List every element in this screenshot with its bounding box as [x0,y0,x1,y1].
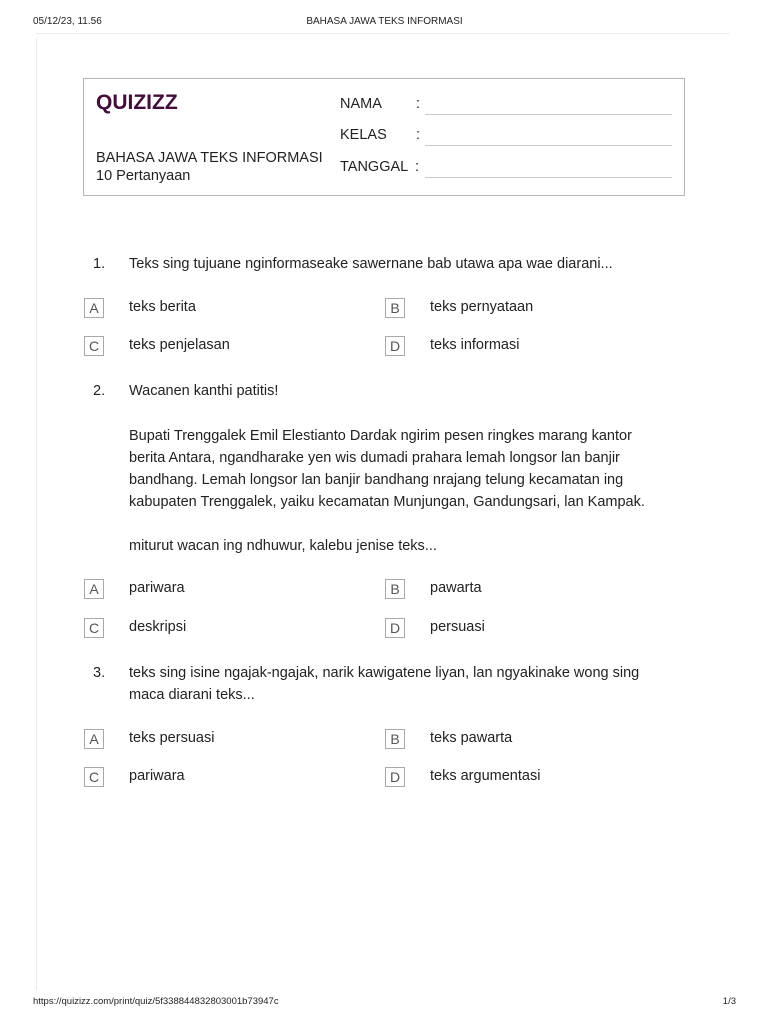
option-d-box[interactable]: D [385,618,405,638]
option-b-text: teks pernyataan [430,299,534,315]
option-a-text: teks persuasi [129,730,215,746]
option-a-text: teks berita [129,299,196,315]
field-colon: : [416,127,421,143]
passage-line: bandhang. Lemah longsor lan banjir bandhang nrajang telung kecamatan ing [129,472,624,488]
question-text-line: teks sing isine ngajak-ngajak, narik kawigatene liyan, lan ngyakinake wong sing [129,665,640,681]
question-number: 2. [93,383,106,399]
kelas-blank-line[interactable] [425,145,672,146]
option-c-box[interactable]: C [84,767,104,787]
option-c-text: deskripsi [129,619,187,635]
passage-line: berita Antara, ngandharake yen wis dumadi prahara lemah longsor lan banjir [129,450,620,466]
question-number: 1. [93,256,106,272]
page-edge-left [36,38,37,990]
tanggal-blank-line[interactable] [425,177,672,178]
field-label: TANGGAL [340,159,409,175]
field-tanggal [340,159,676,179]
passage-line: Bupati Trenggalek Emil Elestianto Dardak ngirim pesen ringkes marang kantor [129,428,632,444]
option-b-box[interactable]: B [385,729,405,749]
option-b-text: teks pawarta [430,730,513,746]
logo-text: QUIZIZZ [96,91,178,114]
quizizz-logo [96,89,186,115]
option-d-text: persuasi [430,619,485,635]
option-d-text: teks informasi [430,337,520,353]
footer-page-number: 1/3 [722,996,736,1007]
quiz-title: BAHASA JAWA TEKS INFORMASI [96,150,323,166]
field-label: NAMA [340,96,382,112]
field-colon: : [416,96,421,112]
passage-line: kabupaten Trenggalek, yaiku kecamatan Munjungan, Gandungsari, lan Kampak. [129,494,645,510]
option-a-box[interactable]: A [84,729,104,749]
option-c-box[interactable]: C [84,618,104,638]
field-nama [340,96,676,116]
field-label: KELAS [340,127,387,143]
option-a-text: pariwara [129,580,185,596]
page-edge-top [36,33,730,34]
question-number: 3. [93,665,106,681]
option-d-text: teks argumentasi [430,768,541,784]
question-text: Teks sing tujuane nginformaseake sawernane bab utawa apa wae diarani... [129,256,613,272]
option-c-text: pariwara [129,768,185,784]
option-d-box[interactable]: D [385,767,405,787]
option-b-box[interactable]: B [385,579,405,599]
quiz-header-box [83,78,685,196]
option-c-text: teks penjelasan [129,337,230,353]
print-datetime: 05/12/23, 11.56 [33,16,102,27]
question-text-line: maca diarani teks... [129,687,255,703]
question-count: 10 Pertanyaan [96,168,191,184]
question-intro: Wacanen kanthi patitis! [129,383,279,399]
print-title: BAHASA JAWA TEKS INFORMASI [306,16,463,27]
option-a-box[interactable]: A [84,298,104,318]
option-d-box[interactable]: D [385,336,405,356]
footer-url[interactable]: https://quizizz.com/print/quiz/5f338844832803001b73947c [33,996,279,1007]
option-b-box[interactable]: B [385,298,405,318]
question-prompt: miturut wacan ing ndhuwur, kalebu jenise teks... [129,538,437,554]
option-a-box[interactable]: A [84,579,104,599]
option-c-box[interactable]: C [84,336,104,356]
field-kelas [340,127,676,147]
field-colon: : [415,159,420,175]
option-b-text: pawarta [430,580,482,596]
nama-blank-line[interactable] [425,114,672,115]
